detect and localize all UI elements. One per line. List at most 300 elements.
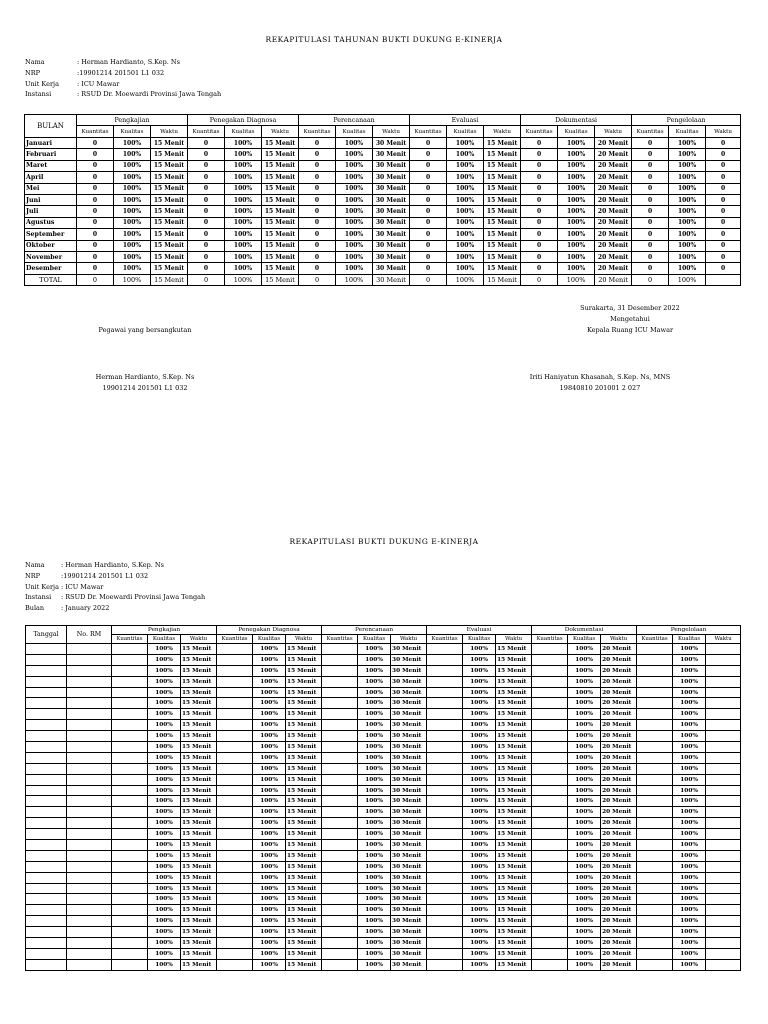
row-cell: 100% — [148, 742, 181, 753]
row-cell: 30 Menit — [391, 665, 427, 676]
row-cell: 15 Menit — [286, 818, 322, 829]
value-cell: 0 — [706, 149, 741, 160]
row-cell — [112, 872, 148, 883]
row-cell: 100% — [253, 644, 286, 655]
row-cell: 100% — [463, 872, 496, 883]
value-cell: 30 Menit — [373, 160, 410, 171]
value-cell: 15 Menit — [151, 149, 188, 160]
row-cell: 100% — [568, 818, 601, 829]
row-cell — [637, 644, 673, 655]
value-cell: 0 — [410, 240, 447, 251]
row-cell: 100% — [673, 883, 706, 894]
month-cell: September — [25, 229, 77, 240]
info-value: : January 2022 — [61, 604, 110, 613]
subheader-cell: Kualitas — [336, 126, 373, 138]
row-cell — [112, 818, 148, 829]
row-cell — [706, 818, 741, 829]
total-cell: 0 — [77, 274, 114, 285]
row-cell: 15 Menit — [181, 654, 217, 665]
value-cell: 100% — [447, 194, 484, 205]
row-cell — [532, 676, 568, 687]
row-cell — [217, 654, 253, 665]
row-cell: 100% — [463, 894, 496, 905]
row-cell — [112, 687, 148, 698]
row-cell: 15 Menit — [496, 731, 532, 742]
table-row — [26, 818, 741, 829]
row-cell — [706, 948, 741, 959]
subheader-cell: Waktu — [595, 126, 632, 138]
subheader-cell: Kualitas — [114, 126, 151, 138]
row-cell: 100% — [358, 905, 391, 916]
row-cell: 30 Menit — [391, 796, 427, 807]
total-cell: 100% — [336, 274, 373, 285]
row-cell — [427, 709, 463, 720]
value-cell: 0 — [521, 172, 558, 183]
row-cell — [706, 763, 741, 774]
row-cell: 30 Menit — [391, 872, 427, 883]
value-cell: 0 — [299, 251, 336, 262]
value-cell: 0 — [521, 251, 558, 262]
row-cell: 15 Menit — [286, 894, 322, 905]
row-cell: 20 Menit — [601, 872, 637, 883]
row-cell: 100% — [673, 916, 706, 927]
row-cell — [637, 742, 673, 753]
row-cell — [67, 916, 112, 927]
row-cell: 15 Menit — [286, 807, 322, 818]
row-cell: 30 Menit — [391, 927, 427, 938]
total-cell: 15 Menit — [151, 274, 188, 285]
row-cell — [322, 840, 358, 851]
value-cell: 20 Menit — [595, 194, 632, 205]
value-cell: 0 — [410, 172, 447, 183]
row-cell: 15 Menit — [496, 698, 532, 709]
value-cell: 15 Menit — [484, 263, 521, 274]
row-cell — [67, 905, 112, 916]
row-cell: 15 Menit — [286, 763, 322, 774]
row-cell: 100% — [148, 676, 181, 687]
table-row — [26, 742, 741, 753]
row-cell: 100% — [568, 883, 601, 894]
row-cell — [637, 959, 673, 970]
row-cell: 20 Menit — [601, 665, 637, 676]
row-cell: 15 Menit — [181, 807, 217, 818]
month-cell: Agustus — [25, 217, 77, 228]
row-cell — [637, 818, 673, 829]
row-cell — [706, 774, 741, 785]
row-cell: 15 Menit — [181, 698, 217, 709]
value-cell: 0 — [299, 138, 336, 149]
row-cell: 100% — [463, 687, 496, 698]
row-cell — [637, 894, 673, 905]
info-row — [25, 68, 221, 79]
value-cell: 100% — [558, 183, 595, 194]
row-cell: 15 Menit — [181, 731, 217, 742]
row-cell — [637, 796, 673, 807]
value-cell: 0 — [77, 183, 114, 194]
row-cell: 100% — [673, 818, 706, 829]
row-cell: 100% — [568, 665, 601, 676]
row-cell: 100% — [253, 665, 286, 676]
value-cell: 0 — [188, 240, 225, 251]
row-cell: 100% — [358, 872, 391, 883]
row-cell: 15 Menit — [286, 927, 322, 938]
value-cell: 15 Menit — [262, 217, 299, 228]
value-cell: 15 Menit — [151, 206, 188, 217]
value-cell: 100% — [225, 194, 262, 205]
row-cell: 15 Menit — [181, 763, 217, 774]
value-cell: 100% — [669, 217, 706, 228]
row-cell: 30 Menit — [391, 785, 427, 796]
row-cell: 100% — [253, 927, 286, 938]
row-cell — [112, 959, 148, 970]
value-cell: 30 Menit — [373, 229, 410, 240]
row-cell: 100% — [673, 752, 706, 763]
table-row — [26, 785, 741, 796]
row-cell: 15 Menit — [286, 850, 322, 861]
row-cell: 15 Menit — [181, 687, 217, 698]
row-cell — [706, 883, 741, 894]
row-cell — [67, 818, 112, 829]
value-cell: 100% — [558, 217, 595, 228]
row-cell — [427, 720, 463, 731]
value-cell: 15 Menit — [484, 194, 521, 205]
row-cell: 20 Menit — [601, 644, 637, 655]
row-cell — [637, 731, 673, 742]
row-cell: 100% — [463, 883, 496, 894]
value-cell: 15 Menit — [262, 263, 299, 274]
value-cell: 15 Menit — [262, 138, 299, 149]
row-cell: 15 Menit — [181, 850, 217, 861]
row-cell: 100% — [358, 644, 391, 655]
subheader-cell: Waktu — [373, 126, 410, 138]
row-cell: 15 Menit — [496, 948, 532, 959]
row-cell: 20 Menit — [601, 959, 637, 970]
row-cell: 100% — [463, 938, 496, 949]
row-cell — [217, 916, 253, 927]
row-cell — [26, 742, 67, 753]
row-cell — [217, 796, 253, 807]
row-cell — [706, 938, 741, 949]
info-value: : RSUD Dr. Moewardi Provinsi Jawa Tengah — [77, 90, 222, 99]
row-cell: 15 Menit — [286, 774, 322, 785]
row-cell — [322, 774, 358, 785]
row-cell — [217, 742, 253, 753]
value-cell: 100% — [669, 160, 706, 171]
row-cell: 100% — [358, 818, 391, 829]
group-header-evaluasi: Evaluasi — [427, 626, 532, 635]
value-cell: 0 — [410, 229, 447, 240]
table-row — [26, 665, 741, 676]
row-cell: 15 Menit — [181, 752, 217, 763]
value-cell: 100% — [225, 206, 262, 217]
value-cell: 0 — [410, 149, 447, 160]
row-cell: 100% — [673, 840, 706, 851]
value-cell: 100% — [336, 194, 373, 205]
row-cell: 15 Menit — [286, 687, 322, 698]
row-cell: 100% — [253, 916, 286, 927]
row-cell: 100% — [253, 742, 286, 753]
row-cell: 15 Menit — [286, 731, 322, 742]
row-cell — [112, 731, 148, 742]
row-cell: 15 Menit — [181, 840, 217, 851]
row-cell: 30 Menit — [391, 948, 427, 959]
row-cell — [532, 818, 568, 829]
row-cell: 15 Menit — [181, 818, 217, 829]
info-label: Bulan — [25, 604, 45, 613]
row-cell — [67, 709, 112, 720]
value-cell: 0 — [632, 263, 669, 274]
row-cell: 20 Menit — [601, 829, 637, 840]
value-cell: 100% — [447, 251, 484, 262]
row-cell — [26, 894, 67, 905]
row-cell — [217, 938, 253, 949]
row-cell — [26, 752, 67, 763]
value-cell: 0 — [299, 240, 336, 251]
row-cell: 100% — [673, 872, 706, 883]
value-cell: 100% — [225, 160, 262, 171]
value-cell: 100% — [225, 263, 262, 274]
row-cell: 100% — [568, 894, 601, 905]
row-cell — [427, 948, 463, 959]
value-cell: 0 — [410, 217, 447, 228]
value-cell: 0 — [188, 206, 225, 217]
subheader-cell: Kuantitas — [112, 635, 148, 644]
row-cell — [217, 709, 253, 720]
row-cell: 100% — [568, 872, 601, 883]
row-cell: 100% — [568, 807, 601, 818]
table-row — [26, 698, 741, 709]
value-cell: 100% — [114, 172, 151, 183]
value-cell: 15 Menit — [262, 183, 299, 194]
table-row — [26, 807, 741, 818]
subheader-cell: Kualitas — [669, 126, 706, 138]
row-cell — [26, 959, 67, 970]
value-cell: 0 — [706, 240, 741, 251]
value-cell: 100% — [225, 149, 262, 160]
row-cell: 20 Menit — [601, 654, 637, 665]
row-cell — [217, 807, 253, 818]
annual-employee-info — [25, 57, 221, 100]
value-cell: 0 — [188, 172, 225, 183]
value-cell: 0 — [188, 160, 225, 171]
row-cell — [532, 665, 568, 676]
row-cell: 100% — [463, 818, 496, 829]
row-cell: 100% — [253, 861, 286, 872]
value-cell: 100% — [336, 206, 373, 217]
table-row — [25, 138, 741, 149]
value-cell: 15 Menit — [484, 240, 521, 251]
row-cell — [637, 807, 673, 818]
row-cell — [26, 774, 67, 785]
row-cell — [217, 959, 253, 970]
row-cell: 100% — [253, 731, 286, 742]
row-cell: 100% — [673, 676, 706, 687]
row-cell: 100% — [673, 731, 706, 742]
table-row — [26, 752, 741, 763]
value-cell: 0 — [77, 217, 114, 228]
row-cell — [427, 785, 463, 796]
row-cell: 15 Menit — [181, 959, 217, 970]
row-cell — [532, 850, 568, 861]
total-cell: 0 — [188, 274, 225, 285]
table-row — [25, 172, 741, 183]
value-cell: 100% — [225, 217, 262, 228]
group-header-perencanaan: Perencanaan — [299, 115, 410, 126]
row-cell — [67, 763, 112, 774]
row-cell: 15 Menit — [181, 720, 217, 731]
row-cell — [706, 850, 741, 861]
month-cell: Desember — [25, 263, 77, 274]
value-cell: 100% — [669, 229, 706, 240]
row-cell — [637, 752, 673, 763]
row-cell — [706, 829, 741, 840]
value-cell: 30 Menit — [373, 172, 410, 183]
value-cell: 100% — [447, 183, 484, 194]
row-cell — [67, 829, 112, 840]
row-cell: 100% — [568, 742, 601, 753]
total-row — [25, 274, 741, 285]
row-cell — [112, 861, 148, 872]
row-cell — [706, 687, 741, 698]
group-header-pengkajian: Pengkajian — [77, 115, 188, 126]
value-cell: 100% — [669, 172, 706, 183]
subheader-cell: Kualitas — [253, 635, 286, 644]
row-cell: 100% — [463, 829, 496, 840]
row-cell — [217, 927, 253, 938]
row-cell — [637, 850, 673, 861]
row-cell — [427, 742, 463, 753]
row-cell — [67, 938, 112, 949]
value-cell: 0 — [77, 206, 114, 217]
row-cell: 100% — [253, 818, 286, 829]
table-row — [26, 861, 741, 872]
row-cell: 20 Menit — [601, 752, 637, 763]
row-cell — [322, 644, 358, 655]
table-row — [26, 796, 741, 807]
subheader-cell: Kuantitas — [637, 635, 673, 644]
value-cell: 0 — [521, 149, 558, 160]
value-cell: 15 Menit — [262, 194, 299, 205]
row-cell — [706, 872, 741, 883]
row-cell: 15 Menit — [496, 796, 532, 807]
row-cell — [217, 752, 253, 763]
row-cell — [67, 731, 112, 742]
row-cell — [532, 872, 568, 883]
row-cell — [637, 948, 673, 959]
row-cell: 100% — [148, 785, 181, 796]
row-cell: 100% — [358, 948, 391, 959]
row-cell: 100% — [463, 644, 496, 655]
row-cell — [67, 959, 112, 970]
value-cell: 20 Menit — [595, 138, 632, 149]
row-cell: 100% — [463, 785, 496, 796]
value-cell: 15 Menit — [484, 183, 521, 194]
value-cell: 100% — [558, 263, 595, 274]
row-cell — [322, 676, 358, 687]
row-cell: 15 Menit — [496, 807, 532, 818]
subheader-cell: Kuantitas — [77, 126, 114, 138]
row-cell: 100% — [673, 698, 706, 709]
row-cell — [217, 785, 253, 796]
row-cell: 100% — [568, 916, 601, 927]
row-cell — [322, 709, 358, 720]
value-cell: 15 Menit — [151, 138, 188, 149]
value-cell: 30 Menit — [373, 183, 410, 194]
row-cell — [26, 665, 67, 676]
value-cell: 20 Menit — [595, 206, 632, 217]
row-cell — [112, 948, 148, 959]
info-value: :19901214 201501 L1 032 — [77, 68, 165, 77]
row-cell — [217, 676, 253, 687]
row-cell: 15 Menit — [496, 752, 532, 763]
row-cell: 15 Menit — [286, 916, 322, 927]
value-cell: 100% — [336, 149, 373, 160]
row-cell: 15 Menit — [286, 959, 322, 970]
row-cell — [637, 861, 673, 872]
row-cell — [217, 731, 253, 742]
value-cell: 30 Menit — [373, 206, 410, 217]
subheader-cell: Waktu — [262, 126, 299, 138]
value-cell: 100% — [447, 240, 484, 251]
row-cell — [67, 676, 112, 687]
row-cell: 15 Menit — [286, 785, 322, 796]
value-cell: 100% — [447, 217, 484, 228]
row-cell — [322, 720, 358, 731]
value-cell: 30 Menit — [373, 240, 410, 251]
row-cell: 15 Menit — [496, 905, 532, 916]
table-row — [25, 251, 741, 262]
row-cell: 15 Menit — [286, 720, 322, 731]
row-cell — [637, 665, 673, 676]
table-row — [26, 731, 741, 742]
value-cell: 0 — [632, 149, 669, 160]
group-header-pengelolaan: Pengelolaan — [632, 115, 741, 126]
row-cell: 100% — [673, 861, 706, 872]
value-cell: 15 Menit — [151, 172, 188, 183]
row-cell: 100% — [358, 774, 391, 785]
row-cell — [427, 872, 463, 883]
row-cell: 100% — [148, 818, 181, 829]
row-cell: 30 Menit — [391, 883, 427, 894]
row-cell — [706, 840, 741, 851]
row-cell — [217, 644, 253, 655]
info-value: : ICU Mawar — [60, 582, 104, 591]
row-cell — [112, 883, 148, 894]
row-cell — [322, 752, 358, 763]
value-cell: 0 — [299, 263, 336, 274]
value-cell: 0 — [188, 229, 225, 240]
row-cell: 15 Menit — [181, 894, 217, 905]
value-cell: 0 — [188, 194, 225, 205]
value-cell: 0 — [77, 138, 114, 149]
signature-head-nip: 19840810 201001 2 027 — [559, 384, 641, 392]
row-cell — [67, 785, 112, 796]
row-cell — [67, 948, 112, 959]
row-cell: 15 Menit — [181, 938, 217, 949]
group-header-dokumentasi: Dokumentasi — [532, 626, 637, 635]
total-cell: 100% — [669, 274, 706, 285]
value-cell: 0 — [299, 229, 336, 240]
row-cell: 100% — [253, 959, 286, 970]
table-row — [25, 229, 741, 240]
row-cell — [322, 665, 358, 676]
row-cell: 100% — [358, 720, 391, 731]
info-label: NRP — [25, 571, 40, 580]
row-cell — [427, 850, 463, 861]
table-row — [26, 763, 741, 774]
value-cell: 30 Menit — [373, 149, 410, 160]
row-cell: 100% — [253, 763, 286, 774]
